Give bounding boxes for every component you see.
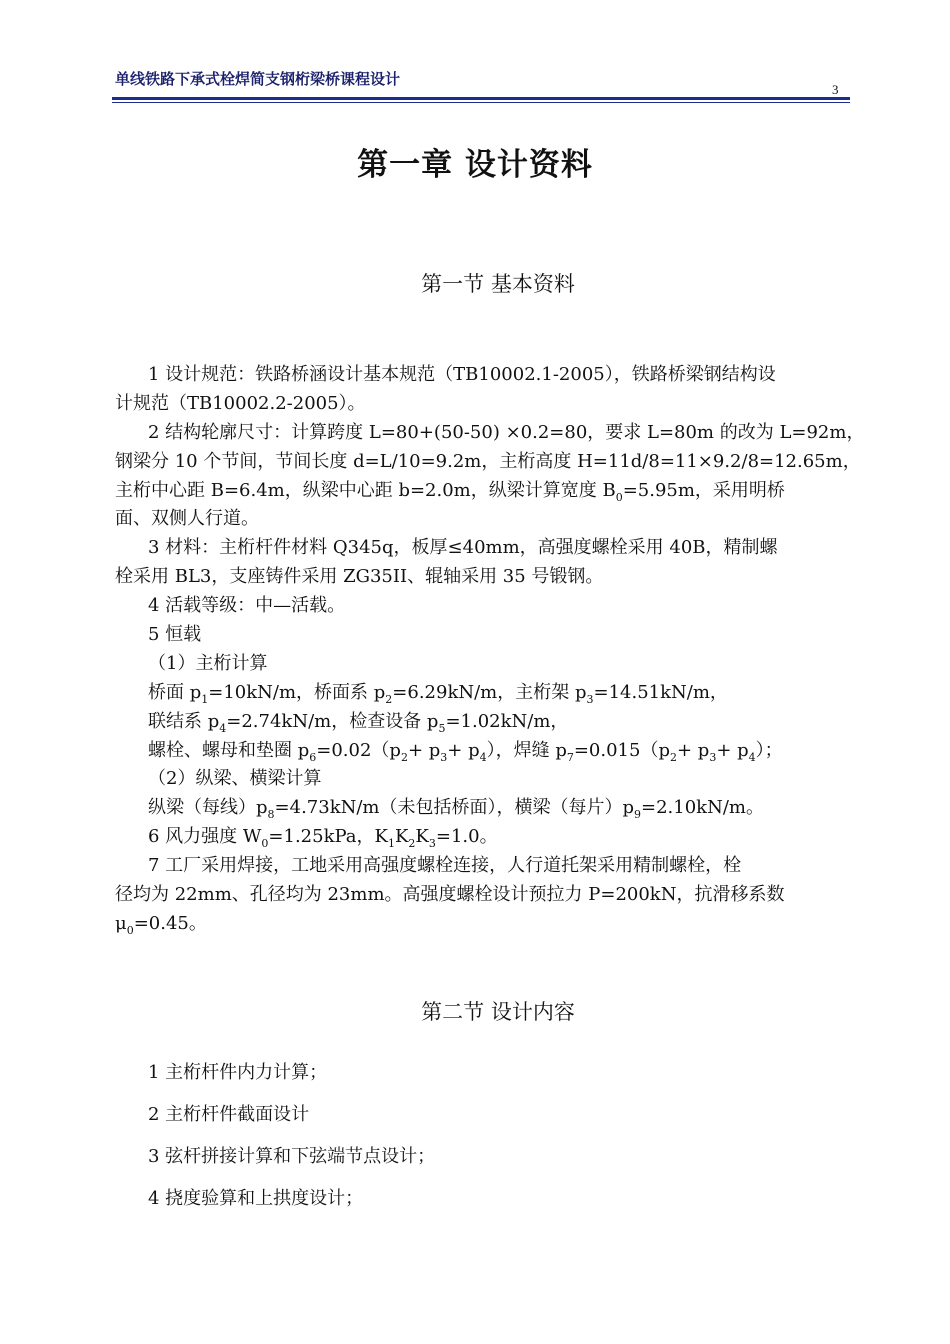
text: 6 风力强度 W (148, 826, 262, 848)
dead-load-line-2 (115, 708, 883, 737)
para-3-line-1: 3 材料：主桁杆件材料 Q345q，板厚≤40mm，高强度螺栓采用 40B，精制螺 (148, 537, 778, 559)
text: =2.10kN/m。 (641, 797, 764, 819)
list-item: 4 挠度验算和上拱度设计； (148, 1188, 364, 1209)
text: K (415, 826, 429, 848)
section-title-design-content: 第二节 设计内容 (421, 1000, 575, 1024)
text: =0.02（p (316, 739, 401, 761)
dead-load-line-3 (115, 737, 883, 766)
text: =1.02kN/m， (445, 710, 569, 732)
basic-info-body (115, 361, 883, 939)
subscript: 2 (400, 750, 408, 764)
para-7-line-1: 7 工厂采用焊接，工地采用高强度螺栓连接，人行道托架采用精制螺栓，栓 (148, 855, 742, 877)
text: =0.015（p (573, 739, 670, 761)
subscript: 2 (385, 692, 393, 706)
subscript: 0 (126, 923, 134, 937)
text: =5.95m，采用明桥 (622, 479, 785, 501)
text: K (394, 826, 409, 848)
section-title-basic-info: 第一节 基本资料 (421, 272, 575, 296)
para-7-line-3 (115, 910, 883, 939)
para-5-sub-2: （2）纵梁、横梁计算 (148, 768, 322, 790)
para-4: 4 活载等级：中—活载。 (148, 595, 346, 617)
text: + p (407, 739, 441, 761)
text: 主桁中心距 B=6.4m，纵梁中心距 b=2.0m，纵梁计算宽度 B (115, 479, 616, 501)
list-item: 2 主桁杆件截面设计 (148, 1104, 310, 1125)
chapter-title: 第一章 设计资料 (357, 147, 593, 183)
text: ），焊缝 p (486, 739, 567, 761)
design-content-list (148, 1058, 435, 1226)
para-1-line-1: 1 设计规范：铁路桥涵设计基本规范（TB10002.1-2005），铁路桥梁钢结构设 (148, 364, 776, 385)
subscript: 2 (408, 837, 416, 851)
para-3-line-2: 栓采用 BL3，支座铸件采用 ZG35II、辊轴采用 35 号锻钢。 (115, 566, 604, 588)
text: =2.74kN/m，检查设备 p (226, 710, 439, 732)
subscript: 3 (428, 837, 436, 851)
text: ）； (755, 739, 783, 761)
subscript: 2 (669, 750, 677, 764)
text: 桥面 p (148, 681, 202, 703)
text: =4.73kN/m（未包括桥面），横梁（每片）p (274, 797, 635, 819)
text: =1.0。 (435, 826, 498, 848)
subscript: 6 (309, 750, 317, 764)
subscript: 4 (219, 721, 227, 735)
para-7-line-2: 径均为 22mm、孔径均为 23mm。高强度螺栓设计预拉力 P=200kN，抗滑移系数 (115, 884, 785, 906)
subscript: 3 (440, 750, 448, 764)
page-number: 3 (832, 82, 839, 97)
para-2-line-1: 2 结构轮廓尺寸：计算跨度 L=80+(50-50) ×0.2=80，要求 L=80m 的改为 L=92m， (148, 421, 865, 443)
para-5: 5 恒载 (148, 624, 202, 646)
subscript: 5 (438, 721, 446, 735)
para-6 (115, 823, 883, 852)
header-rule-thin (112, 102, 850, 103)
text: =6.29kN/m，主桁架 p (392, 681, 587, 703)
text: =14.51kN/m， (593, 681, 728, 703)
subscript: 9 (634, 808, 642, 822)
text: =0.45。 (133, 912, 207, 934)
text: =10kN/m，桥面系 p (208, 681, 386, 703)
subscript: 3 (586, 692, 594, 706)
subscript: 4 (748, 750, 756, 764)
text: + p (676, 739, 710, 761)
subscript: 1 (387, 837, 395, 851)
para-5-sub-1: （1）主桁计算 (148, 652, 268, 674)
text: 螺栓、螺母和垫圈 p (148, 739, 310, 761)
para-2-line-4: 面、双侧人行道。 (115, 508, 259, 530)
text: =1.25kPa，K (268, 826, 388, 848)
text: 联结系 p (148, 710, 220, 732)
text: 纵梁（每线）p (148, 797, 268, 819)
dead-load-line-4 (115, 794, 883, 823)
text: + p (716, 739, 749, 761)
header-rule-thick (112, 97, 850, 100)
subscript: 7 (566, 750, 574, 764)
para-2-line-3 (115, 477, 883, 506)
subscript: 3 (709, 750, 717, 764)
subscript: 0 (261, 837, 269, 851)
text: + p (447, 739, 480, 761)
dead-load-line-1 (115, 679, 883, 708)
text: μ (115, 912, 127, 934)
subscript: 4 (479, 750, 487, 764)
running-header-title: 单线铁路下承式栓焊简支钢桁梁桥课程设计 (115, 70, 401, 88)
list-item: 3 弦杆拼接计算和下弦端节点设计； (148, 1146, 436, 1167)
subscript: 8 (267, 808, 275, 822)
subscript: 0 (615, 490, 623, 504)
para-1-line-2: 计规范（TB10002.2-2005）。 (115, 392, 366, 414)
para-2-line-2: 钢梁分 10 个节间，节间长度 d=L/10=9.2m，主桁高度 H=11d/8=11×9.2/8=12.65m， (115, 450, 861, 472)
subscript: 1 (201, 692, 209, 706)
list-item: 1 主桁杆件内力计算； (148, 1062, 328, 1083)
